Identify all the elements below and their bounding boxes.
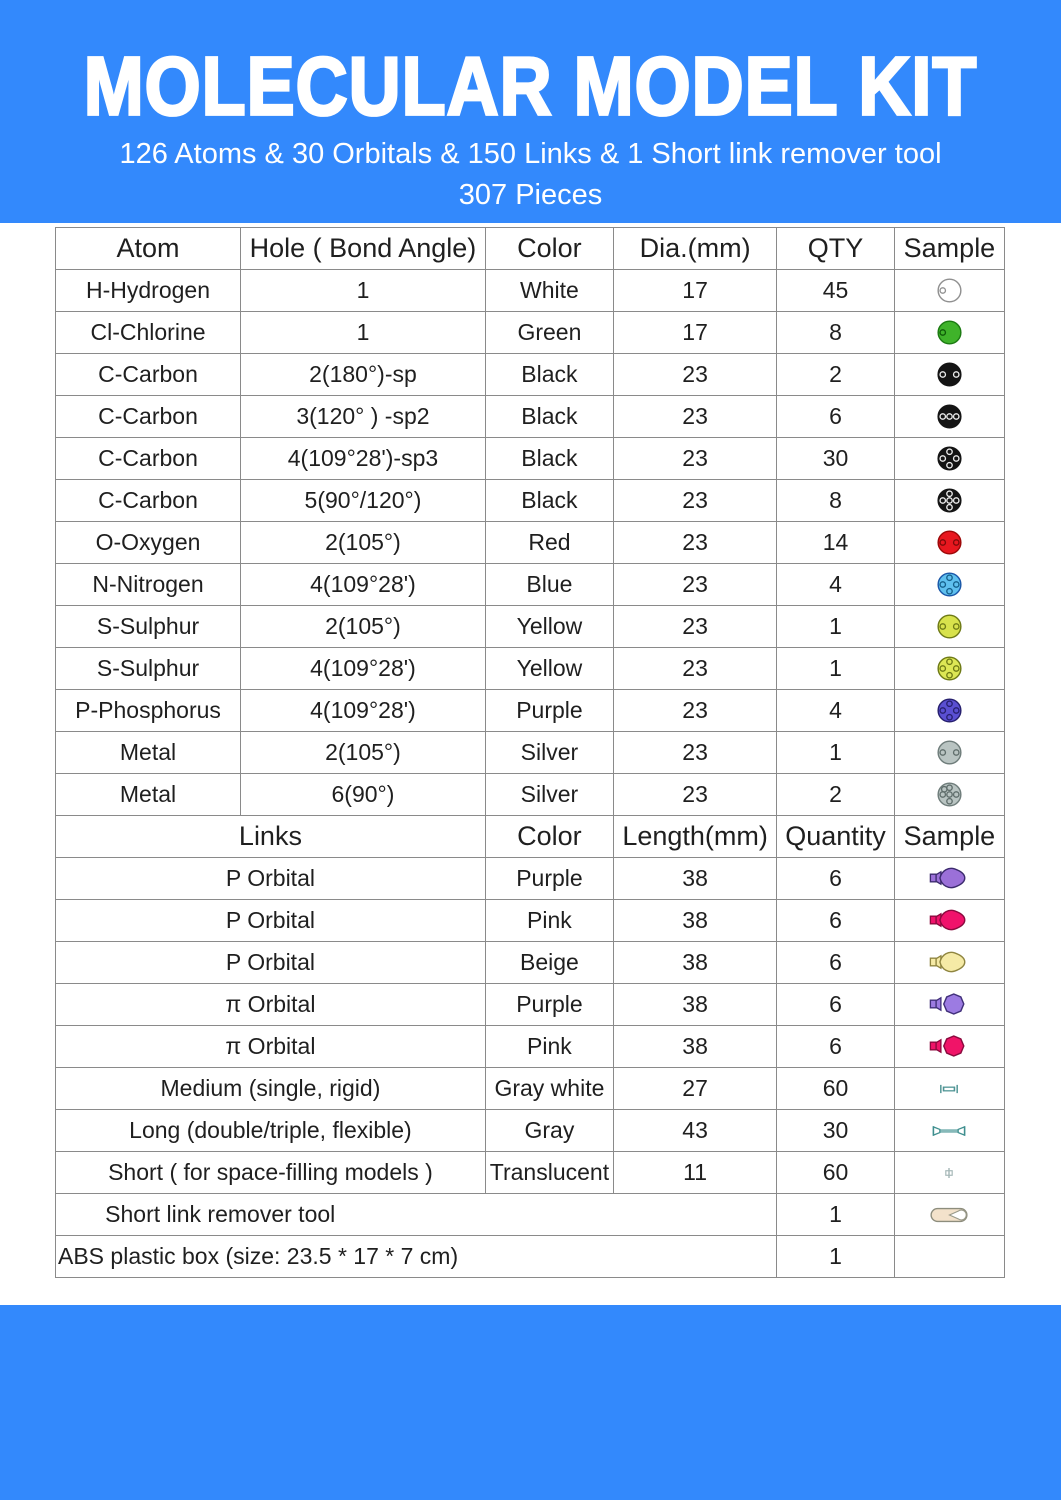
link-qty-cell: 1: [777, 1194, 895, 1236]
atom-atom-cell: P-Phosphorus: [56, 690, 241, 732]
atom-dia-cell: 23: [613, 606, 776, 648]
oxygen-ball-icon: [936, 522, 963, 563]
link-qty-cell: 60: [777, 1068, 895, 1110]
col-header-sample: Sample: [894, 228, 1004, 270]
atom-qty-cell: 8: [777, 480, 895, 522]
p-orbital-pink-icon: [928, 900, 970, 941]
col-header-links: Links: [56, 816, 486, 858]
atom-sample-cell: [894, 732, 1004, 774]
atom-sample-cell: [894, 396, 1004, 438]
link-row: [56, 984, 1005, 1026]
hydrogen-ball-icon: [936, 270, 963, 311]
atom-color-cell: Purple: [485, 690, 613, 732]
link-row: [56, 1026, 1005, 1068]
atom-hole-cell: 1: [241, 312, 486, 354]
atom-dia-cell: 23: [613, 522, 776, 564]
link-label-cell: P Orbital: [56, 900, 486, 942]
atom-color-cell: Black: [485, 480, 613, 522]
col-header-length: Length(mm): [613, 816, 776, 858]
atom-row: [56, 312, 1005, 354]
pi-orbital-pink-icon: [928, 1026, 970, 1067]
link-length-cell: 43: [613, 1110, 776, 1152]
link-sample-cell: [894, 1236, 1004, 1278]
link-qty-cell: 1: [777, 1236, 895, 1278]
atoms-header-row: [56, 228, 1005, 270]
link-row: [56, 1152, 1005, 1194]
atom-hole-cell: 4(109°28'): [241, 648, 486, 690]
header-banner: [0, 0, 1061, 223]
atom-row: [56, 564, 1005, 606]
atom-hole-cell: 4(109°28')-sp3: [241, 438, 486, 480]
link-row: [56, 1194, 1005, 1236]
atom-sample-cell: [894, 270, 1004, 312]
link-qty-cell: 6: [777, 942, 895, 984]
long-link-icon: [927, 1110, 971, 1151]
link-label-cell: [56, 1236, 777, 1278]
link-row: [56, 900, 1005, 942]
atom-row: [56, 732, 1005, 774]
link-row: [56, 1236, 1005, 1278]
metal-6hole-ball-icon: [936, 774, 963, 815]
link-color-cell: Purple: [485, 984, 613, 1026]
link-row: [56, 1110, 1005, 1152]
link-color-cell: Translucent: [485, 1152, 613, 1194]
link-qty-cell: 6: [777, 984, 895, 1026]
atom-atom-cell: H-Hydrogen: [56, 270, 241, 312]
col-header-qty: QTY: [777, 228, 895, 270]
link-label: Short link remover tool: [105, 1201, 336, 1227]
atom-hole-cell: 2(105°): [241, 606, 486, 648]
link-color-cell: Gray: [485, 1110, 613, 1152]
link-sample-cell: [894, 1026, 1004, 1068]
atom-qty-cell: 1: [777, 606, 895, 648]
link-row: [56, 942, 1005, 984]
atom-color-cell: Yellow: [485, 648, 613, 690]
atom-color-cell: Silver: [485, 774, 613, 816]
spec-table: [55, 227, 1005, 1278]
link-length-cell: 38: [613, 858, 776, 900]
atom-row: [56, 438, 1005, 480]
atom-row: [56, 690, 1005, 732]
kit-contents-subtitle: 126 Atoms & 30 Orbitals & 150 Links & 1 Short link remover tool: [119, 138, 942, 170]
link-label-cell: P Orbital: [56, 858, 486, 900]
atom-row: [56, 774, 1005, 816]
atom-hole-cell: 1: [241, 270, 486, 312]
link-color-cell: Gray white: [485, 1068, 613, 1110]
atom-color-cell: Yellow: [485, 606, 613, 648]
atom-atom-cell: C-Carbon: [56, 480, 241, 522]
atom-qty-cell: 8: [777, 312, 895, 354]
atom-qty-cell: 1: [777, 648, 895, 690]
atom-sample-cell: [894, 690, 1004, 732]
link-length-cell: 38: [613, 984, 776, 1026]
atom-row: [56, 396, 1005, 438]
atom-color-cell: White: [485, 270, 613, 312]
atom-atom-cell: Cl-Chlorine: [56, 312, 241, 354]
atom-dia-cell: 17: [613, 312, 776, 354]
atom-qty-cell: 6: [777, 396, 895, 438]
atom-qty-cell: 45: [777, 270, 895, 312]
remover-tool-icon: [927, 1194, 971, 1235]
link-qty-cell: 6: [777, 900, 895, 942]
link-length-cell: 38: [613, 1026, 776, 1068]
pi-orbital-purple-icon: [928, 984, 970, 1025]
atom-hole-cell: 2(105°): [241, 732, 486, 774]
atom-row: [56, 522, 1005, 564]
col-header-quantity: Quantity: [777, 816, 895, 858]
atom-hole-cell: 5(90°/120°): [241, 480, 486, 522]
atom-color-cell: Black: [485, 438, 613, 480]
link-qty-cell: 6: [777, 1026, 895, 1068]
link-sample-cell: [894, 1194, 1004, 1236]
atom-sample-cell: [894, 522, 1004, 564]
col-header-hole: Hole ( Bond Angle): [241, 228, 486, 270]
atom-atom-cell: N-Nitrogen: [56, 564, 241, 606]
atom-atom-cell: S-Sulphur: [56, 648, 241, 690]
links-header-row: [56, 816, 1005, 858]
link-length-cell: 38: [613, 900, 776, 942]
atom-sample-cell: [894, 480, 1004, 522]
link-color-cell: Pink: [485, 900, 613, 942]
atom-color-cell: Silver: [485, 732, 613, 774]
carbon-5hole-ball-icon: [936, 480, 963, 521]
atom-qty-cell: 4: [777, 564, 895, 606]
atom-qty-cell: 30: [777, 438, 895, 480]
carbon-sp-ball-icon: [936, 354, 963, 395]
atom-dia-cell: 23: [613, 774, 776, 816]
atom-atom-cell: C-Carbon: [56, 438, 241, 480]
link-color-cell: Beige: [485, 942, 613, 984]
col-header-color: Color: [485, 228, 613, 270]
link-color-cell: Pink: [485, 1026, 613, 1068]
link-label-cell: π Orbital: [56, 984, 486, 1026]
atom-sample-cell: [894, 312, 1004, 354]
table-panel: [0, 223, 1061, 1305]
p-orbital-beige-icon: [928, 942, 970, 983]
metal-2hole-ball-icon: [936, 732, 963, 773]
atom-dia-cell: 23: [613, 480, 776, 522]
atom-color-cell: Blue: [485, 564, 613, 606]
link-qty-cell: 30: [777, 1110, 895, 1152]
atom-sample-cell: [894, 564, 1004, 606]
link-sample-cell: [894, 984, 1004, 1026]
link-sample-cell: [894, 1110, 1004, 1152]
atom-atom-cell: C-Carbon: [56, 396, 241, 438]
atom-qty-cell: 2: [777, 354, 895, 396]
link-label-cell: π Orbital: [56, 1026, 486, 1068]
atom-sample-cell: [894, 648, 1004, 690]
link-sample-cell: [894, 1068, 1004, 1110]
sulphur-4hole-ball-icon: [936, 648, 963, 689]
atom-row: [56, 270, 1005, 312]
carbon-sp3-ball-icon: [936, 438, 963, 479]
atom-row: [56, 648, 1005, 690]
carbon-sp2-ball-icon: [936, 396, 963, 437]
p-orbital-purple-icon: [928, 858, 970, 899]
atom-atom-cell: O-Oxygen: [56, 522, 241, 564]
atom-color-cell: Green: [485, 312, 613, 354]
col-header-links-color: Color: [485, 816, 613, 858]
link-qty-cell: 6: [777, 858, 895, 900]
atom-dia-cell: 23: [613, 564, 776, 606]
link-row: [56, 858, 1005, 900]
atom-qty-cell: 1: [777, 732, 895, 774]
atom-hole-cell: 6(90°): [241, 774, 486, 816]
atom-hole-cell: 4(109°28'): [241, 564, 486, 606]
link-length-cell: 11: [613, 1152, 776, 1194]
link-color-cell: Purple: [485, 858, 613, 900]
atom-qty-cell: 4: [777, 690, 895, 732]
atom-atom-cell: C-Carbon: [56, 354, 241, 396]
atom-dia-cell: 23: [613, 648, 776, 690]
sulphur-2hole-ball-icon: [936, 606, 963, 647]
link-qty-cell: 60: [777, 1152, 895, 1194]
atom-dia-cell: 17: [613, 270, 776, 312]
col-header-dia: Dia.(mm): [613, 228, 776, 270]
atom-atom-cell: Metal: [56, 774, 241, 816]
atom-dia-cell: 23: [613, 732, 776, 774]
atom-hole-cell: 2(180°)-sp: [241, 354, 486, 396]
link-label-cell: Long (double/triple, flexible): [56, 1110, 486, 1152]
link-sample-cell: [894, 900, 1004, 942]
atom-color-cell: Red: [485, 522, 613, 564]
atom-hole-cell: 4(109°28'): [241, 690, 486, 732]
link-label: ABS plastic box (size: 23.5 * 17 * 7 cm): [58, 1243, 459, 1269]
atom-dia-cell: 23: [613, 438, 776, 480]
atom-row: [56, 354, 1005, 396]
link-sample-cell: [894, 1152, 1004, 1194]
medium-link-icon: [929, 1068, 969, 1109]
atom-atom-cell: Metal: [56, 732, 241, 774]
link-label-cell: P Orbital: [56, 942, 486, 984]
atom-dia-cell: 23: [613, 396, 776, 438]
link-row: [56, 1068, 1005, 1110]
col-header-links-sample: Sample: [894, 816, 1004, 858]
atom-color-cell: Black: [485, 396, 613, 438]
atom-dia-cell: 23: [613, 354, 776, 396]
link-label-cell: [56, 1194, 777, 1236]
nitrogen-ball-icon: [936, 564, 963, 605]
atom-row: [56, 480, 1005, 522]
atom-hole-cell: 2(105°): [241, 522, 486, 564]
col-header-atom: Atom: [56, 228, 241, 270]
atom-color-cell: Black: [485, 354, 613, 396]
atom-sample-cell: [894, 774, 1004, 816]
atom-dia-cell: 23: [613, 690, 776, 732]
chlorine-ball-icon: [936, 312, 963, 353]
atom-qty-cell: 2: [777, 774, 895, 816]
atom-row: [56, 606, 1005, 648]
link-label-cell: Medium (single, rigid): [56, 1068, 486, 1110]
atom-sample-cell: [894, 438, 1004, 480]
atom-hole-cell: 3(120° ) -sp2: [241, 396, 486, 438]
atom-atom-cell: S-Sulphur: [56, 606, 241, 648]
atom-sample-cell: [894, 606, 1004, 648]
atom-sample-cell: [894, 354, 1004, 396]
link-sample-cell: [894, 942, 1004, 984]
atom-qty-cell: 14: [777, 522, 895, 564]
short-link-icon: [929, 1152, 969, 1193]
link-length-cell: 38: [613, 942, 776, 984]
page-title: MOLECULAR MODEL KIT: [83, 41, 978, 134]
footer-band: [0, 1305, 1061, 1500]
link-length-cell: 27: [613, 1068, 776, 1110]
link-sample-cell: [894, 858, 1004, 900]
phosphorus-ball-icon: [936, 690, 963, 731]
link-label-cell: Short ( for space-filling models ): [56, 1152, 486, 1194]
pieces-count: 307 Pieces: [458, 179, 603, 211]
